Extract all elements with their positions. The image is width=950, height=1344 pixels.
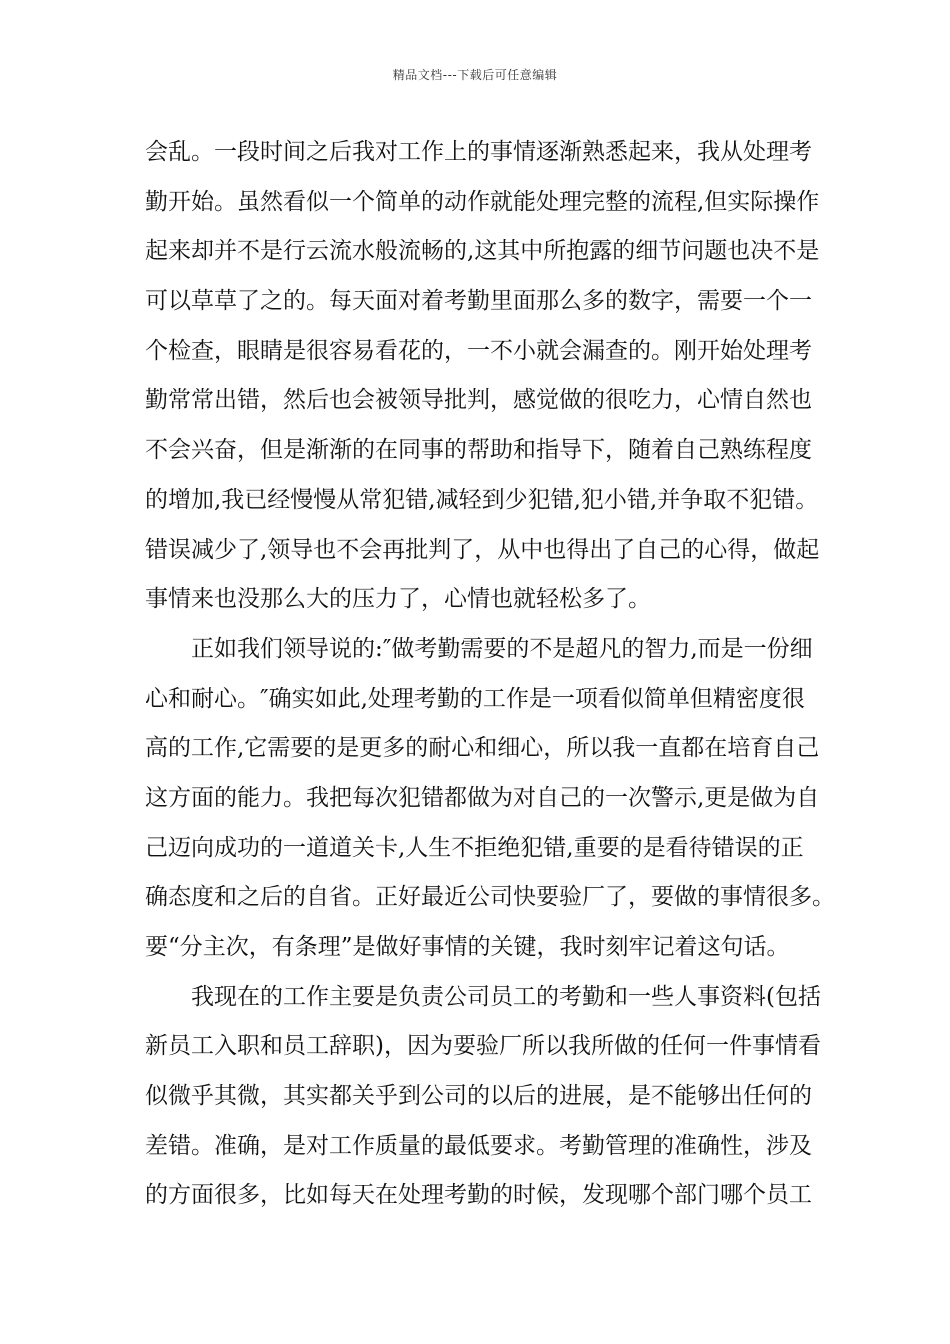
text-line: 可以草草了之的。每天面对着考勤里面那么多的数字，需要一个一 [145,288,812,315]
paragraph-start-line: 正如我们领导说的:″做考勤需要的不是超凡的智力,而是一份细 [191,635,813,662]
text-line: 确态度和之后的自省。正好最近公司快要验厂了，要做的事情很多。 [145,884,835,911]
text-line: 不会兴奋，但是渐渐的在同事的帮助和指导下，随着自己熟练程度 [145,437,812,464]
paragraph-start-line: 我现在的工作主要是负责公司员工的考勤和一些人事资料(包括 [191,983,821,1010]
text-line: 错误减少了,领导也不会再批判了，从中也得出了自己的心得，做起 [145,536,820,563]
text-line: 己迈向成功的一道道关卡,人生不拒绝犯错,重要的是看待错误的正 [145,834,804,861]
text-line: 高的工作,它需要的是更多的耐心和细心，所以我一直都在培育自己 [145,735,820,762]
text-line: 似微乎其微，其实都关乎到公司的以后的进展，是不能够出任何的 [145,1083,812,1110]
text-line: 的方面很多，比如每天在处理考勤的时候，发现哪个部门哪个员工 [145,1182,812,1209]
document-body [145,128,835,1221]
text-line: 心和耐心。″确实如此,处理考勤的工作是一项看似简单但精密度很 [145,685,805,712]
text-line: 勤常常出错，然后也会被领导批判，感觉做的很吃力，心情自然也 [145,387,812,414]
text-line: 这方面的能力。我把每次犯错都做为对自己的一次警示,更是做为自 [145,784,820,811]
text-line: 会乱。一段时间之后我对工作上的事情逐渐熟悉起来，我从处理考 [145,139,812,165]
page-header: 精品文档---下载后可任意编辑 [392,68,558,82]
text-line: 勤开始。虽然看似一个简单的动作就能处理完整的流程,但实际操作 [145,188,820,215]
text-line: 差错。准确，是对工作质量的最低要求。考勤管理的准确性，涉及 [145,1132,812,1159]
text-line: 起来却并不是行云流水般流畅的,这其中所抱露的细节问题也决不是 [145,238,820,265]
text-line: 的增加,我已经慢慢从常犯错,减轻到少犯错,犯小错,并争取不犯错。 [145,486,819,513]
text-line: 个检查，眼睛是很容易看花的，一不小就会漏查的。刚开始处理考 [145,337,812,364]
text-line: 新员工入职和员工辞职)，因为要验厂所以我所做的任何一件事情看 [145,1033,821,1060]
text-line: 要“分主次，有条理”是做好事情的关键，我时刻牢记着这句话。 [145,934,790,960]
text-line: 事情来也没那么大的压力了，心情也就轻松多了。 [145,586,651,613]
